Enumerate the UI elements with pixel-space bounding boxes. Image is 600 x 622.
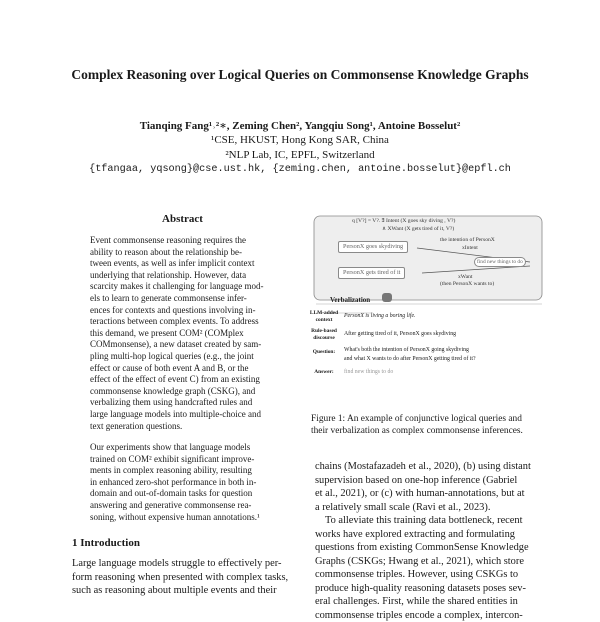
event-node-tired: PersonX gets tired of it xyxy=(338,267,405,279)
abstract-line: answering and generative commonsense rea- xyxy=(90,500,274,512)
row-label-rule: Rule-based discourse xyxy=(306,328,342,341)
intro-paragraph xyxy=(72,557,292,598)
abstract-line: ments in complex reasoning ability, resulting xyxy=(90,465,274,477)
affiliation-2: ²NLP Lab, IC, EPFL, Switzerland xyxy=(40,149,560,161)
relation-label-xwant: xWant xyxy=(458,274,472,280)
abstract-line: this demand, we present COM² (COMplex xyxy=(90,328,274,340)
figure-caption xyxy=(311,413,545,437)
author-list: Tianqing Fang¹˒²∗, Zeming Chen², Yangqiu Song¹, Antoine Bosselut² xyxy=(40,119,560,132)
abstract-line: Event commonsense reasoning requires the xyxy=(90,235,274,247)
abstract-paragraph-1 xyxy=(90,235,274,432)
abstract-line: els to learn to generate commonsense infer- xyxy=(90,293,274,305)
intro-line: form reasoning when presented with complex tasks, xyxy=(72,571,292,585)
abstract-line: teractions between complex events. To address xyxy=(90,316,274,328)
abstract-line: ences for contexts and questions involving in- xyxy=(90,305,274,317)
caption-line: Figure 1: An example of conjunctive logical queries and xyxy=(311,413,545,425)
body-line: chains (Mostafazadeh et al., 2020), (b) using distant xyxy=(315,460,543,474)
intro-line: Large language models struggle to effectively per- xyxy=(72,557,292,571)
relation-label-xintent: xIntent xyxy=(462,245,478,251)
body-line: a relatively small scale (Ravi et al., 2023). xyxy=(315,501,543,515)
intro-line: such as reasoning about multiple events and their xyxy=(72,584,292,598)
abstract-paragraph-2 xyxy=(90,442,274,523)
body-line: produce high-quality reasoning datasets poses sev- xyxy=(315,582,543,596)
abstract-line: ability to reason about the relationship be- xyxy=(90,247,274,259)
body-line: works have explored extracting and formulating xyxy=(315,528,543,542)
abstract-line: effect of the effect of event C) from an existing xyxy=(90,374,274,386)
relation-label-wants: (then PersonX wants to) xyxy=(440,281,494,287)
row-text-llm: PersonX is living a boring life. xyxy=(344,313,416,319)
abstract-line: verbalizing them using handcrafted rules and xyxy=(90,397,274,409)
row-text-question-2: and what X wants to do after PersonX getting tired of it? xyxy=(344,356,476,362)
answer-node: find new things to do xyxy=(474,257,526,267)
robot-icon xyxy=(382,293,392,302)
paper-title: Complex Reasoning over Logical Queries on Commonsense Knowledge Graphs xyxy=(60,66,540,83)
query-formula: q [V?] = V?. ∃ Intent (X goes sky diving , V?) xyxy=(352,218,455,224)
row-text-answer: find new things to do xyxy=(344,369,393,375)
row-label-llm: LLM-added context xyxy=(306,310,342,323)
abstract-line: underlying that relationship. However, data xyxy=(90,270,274,282)
body-line: eral challenges. First, while the shared entities in xyxy=(315,595,543,609)
caption-line: their verbalization as complex commonsense inferences. xyxy=(311,425,545,437)
right-column-text xyxy=(315,460,543,622)
author-emails: {tfangaa, yqsong}@cse.ust.hk, {zeming.chen, antoine.bosselut}@epfl.ch xyxy=(30,164,570,175)
row-text-question: What's both the intention of PersonX going skydiving xyxy=(344,347,469,353)
abstract-line: Our experiments show that language models xyxy=(90,442,274,454)
abstract-heading: Abstract xyxy=(90,213,275,225)
abstract-line: domain and out-of-domain tasks for question xyxy=(90,488,274,500)
abstract-line: COMmonsense), a new dataset created by sam- xyxy=(90,339,274,351)
body-line: questions from existing CommonSense Knowledge xyxy=(315,541,543,555)
abstract-line: large language models into multiple-choice and xyxy=(90,409,274,421)
section-heading-introduction: 1 Introduction xyxy=(72,537,140,549)
abstract-line: scarcity makes it challenging for language mod- xyxy=(90,281,274,293)
body-line: commonsense triples. However, using CSKGs to xyxy=(315,568,543,582)
body-line: commonsense triples encode a complex, intercon- xyxy=(315,609,543,622)
body-line: Graphs (CSKGs; Hwang et al., 2021), which store xyxy=(315,555,543,569)
abstract-line: trained on COM² exhibit significant improve- xyxy=(90,454,274,466)
abstract-line: text generation questions. xyxy=(90,421,274,433)
abstract-line: pling multi-hop logical queries (e.g., the joint xyxy=(90,351,274,363)
row-label-question: Question: xyxy=(306,349,342,356)
abstract-line: effect or cause of both event A and B, or the xyxy=(90,363,274,375)
row-label-answer: Answer: xyxy=(306,369,342,376)
body-line: supervision based on one-hop inference (Gabriel xyxy=(315,474,543,488)
abstract-line: tween events, as well as infer implicit context xyxy=(90,258,274,270)
abstract-line: soning, without expensive human annotations.¹ xyxy=(90,512,274,524)
relation-label-intention: the intention of PersonX xyxy=(440,237,495,243)
abstract-line: in enhanced zero-shot performance in both in- xyxy=(90,477,274,489)
affiliation-1: ¹CSE, HKUST, Hong Kong SAR, China xyxy=(40,134,560,146)
row-text-rule: After getting tired of it, PersonX goes skydiving xyxy=(344,331,456,337)
abstract-line: commonsense knowledge graph (CSKG), and xyxy=(90,386,274,398)
body-line: et al., 2021), or (c) with human-annotations, but at xyxy=(315,487,543,501)
event-node-skydiving: PersonX goes skydiving xyxy=(338,241,408,253)
query-formula-2: ∧ XWant (X gets tired of it, V?) xyxy=(382,226,454,232)
verbalization-label: Verbalization xyxy=(330,296,370,304)
body-line: To alleviate this training data bottleneck, recent xyxy=(315,514,543,528)
figure-1 xyxy=(312,214,546,404)
